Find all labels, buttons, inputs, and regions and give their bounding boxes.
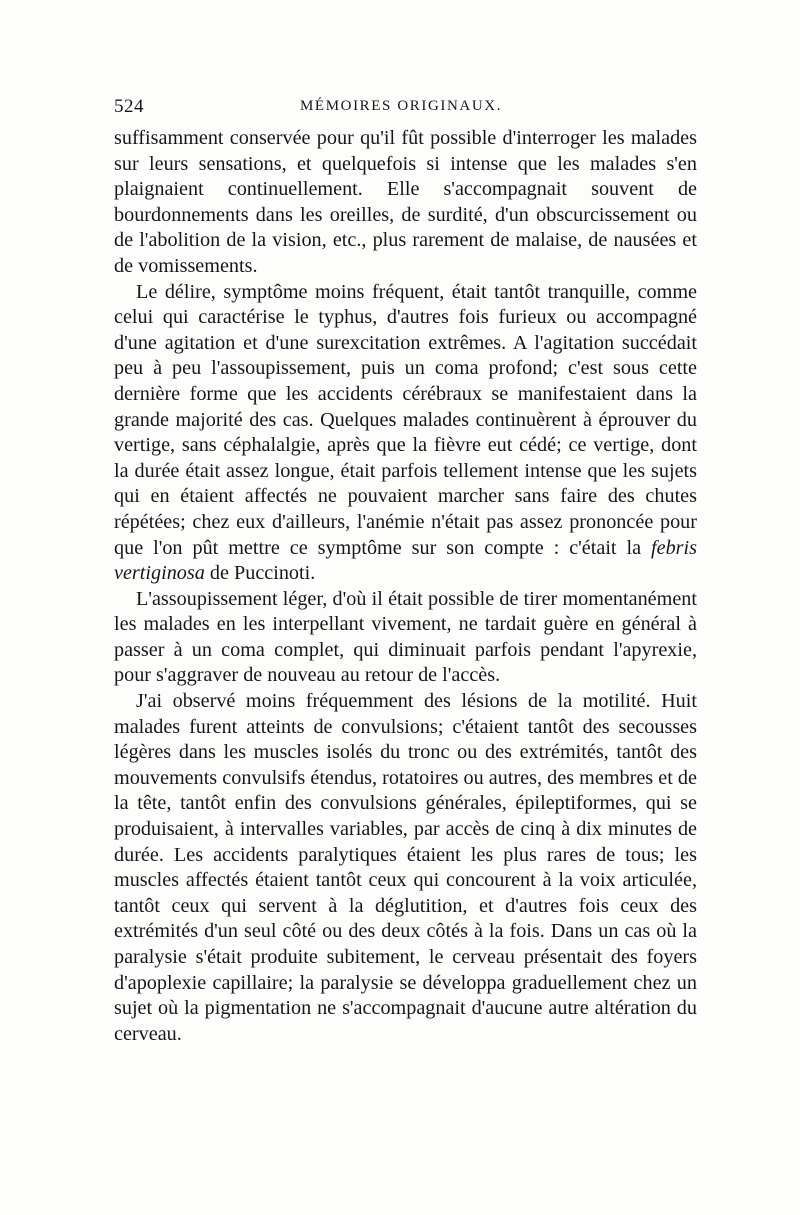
paragraph-delire <box>114 280 697 587</box>
paragraph-text: suffisamment conservée pour qu'il fût possible d'interroger les malades sur leurs sensations, et quelquefois si intense que les malades s'en plaignaient continuellement. Elle s'accompagnait souvent de bourdonnements dans les oreilles, de surdité, d'un obscurcissement ou de l'abolition de la vision, etc., plus rarement de malaise, de nausées et de vomissements. <box>114 127 697 277</box>
page-header <box>114 96 697 126</box>
body-text <box>114 126 697 1047</box>
running-head: MÉMOIRES ORIGINAUX. <box>300 98 503 114</box>
paragraph-text-end: de Puccinoti. <box>209 562 316 585</box>
italic-term: febris vertiginosa <box>114 536 697 585</box>
paragraph-assoupissement <box>114 587 697 689</box>
page-number: 524 <box>114 96 144 117</box>
paragraph-continuation <box>114 126 697 280</box>
paragraph-text: J'ai observé moins fréquemment des lésions de la motilité. Huit malades furent atteints de convulsions; c'étaient tantôt des secousses légères dans les muscles isolés du tronc ou des extrémités, tantôt des mouvements convulsifs étendus, rotatoires ou autres, des membres et de la tête, tantôt enfin des convulsions générales, épileptiformes, qui se produisaient, à intervalles variables, par accès de cinq à dix minutes de durée. Les accidents paralytiques étaient les plus rares de tous; les muscles affectés étaient tantôt ceux qui concourent à la voix articulée, tantôt ceux qui servent à la déglutition, et d'autres fois ceux des extrémités d'un seul côté ou des deux côtés à la fois. Dans un cas où la paralysie s'était produite subitement, le cerveau présentait des foyers d'apoplexie capillaire; la paralysie se développa graduellement chez un sujet où la pigmentation ne s'accompagnait d'aucune autre altération du cerveau. <box>114 690 697 1045</box>
paragraph-text: L'assoupissement léger, d'où il était possible de tirer momentanément les malades en les interpellant vivement, ne tardait guère en général à passer à un coma complet, qui diminuait parfois pendant l'apyrexie, pour s'aggraver de nouveau au retour de l'accès. <box>114 587 697 687</box>
paragraph-motilite <box>114 689 697 1047</box>
paragraph-text: Le délire, symptôme moins fréquent, était tantôt tranquille, comme celui qui caractérise le typhus, d'autres fois furieux ou accompagné d'une agitation et d'une surexcitation extrêmes. A l'agitation succédait peu à peu l'assoupissement, puis un coma profond; c'est sous cette dernière forme que les accidents cérébraux se manifestaient dans la grande majorité des cas. Quelques malades continuèrent à éprouver du vertige, sans céphalalgie, après que la fièvre eut cédé; ce vertige, dont la durée était assez longue, était parfois tellement intense que les sujets qui en étaient affectés ne pouvaient marcher sans faire des chutes répétées; chez eux d'ailleurs, l'anémie n'était pas assez prononcée pour que l'on pût mettre ce symptôme sur son compte : c'était la <box>114 280 697 559</box>
